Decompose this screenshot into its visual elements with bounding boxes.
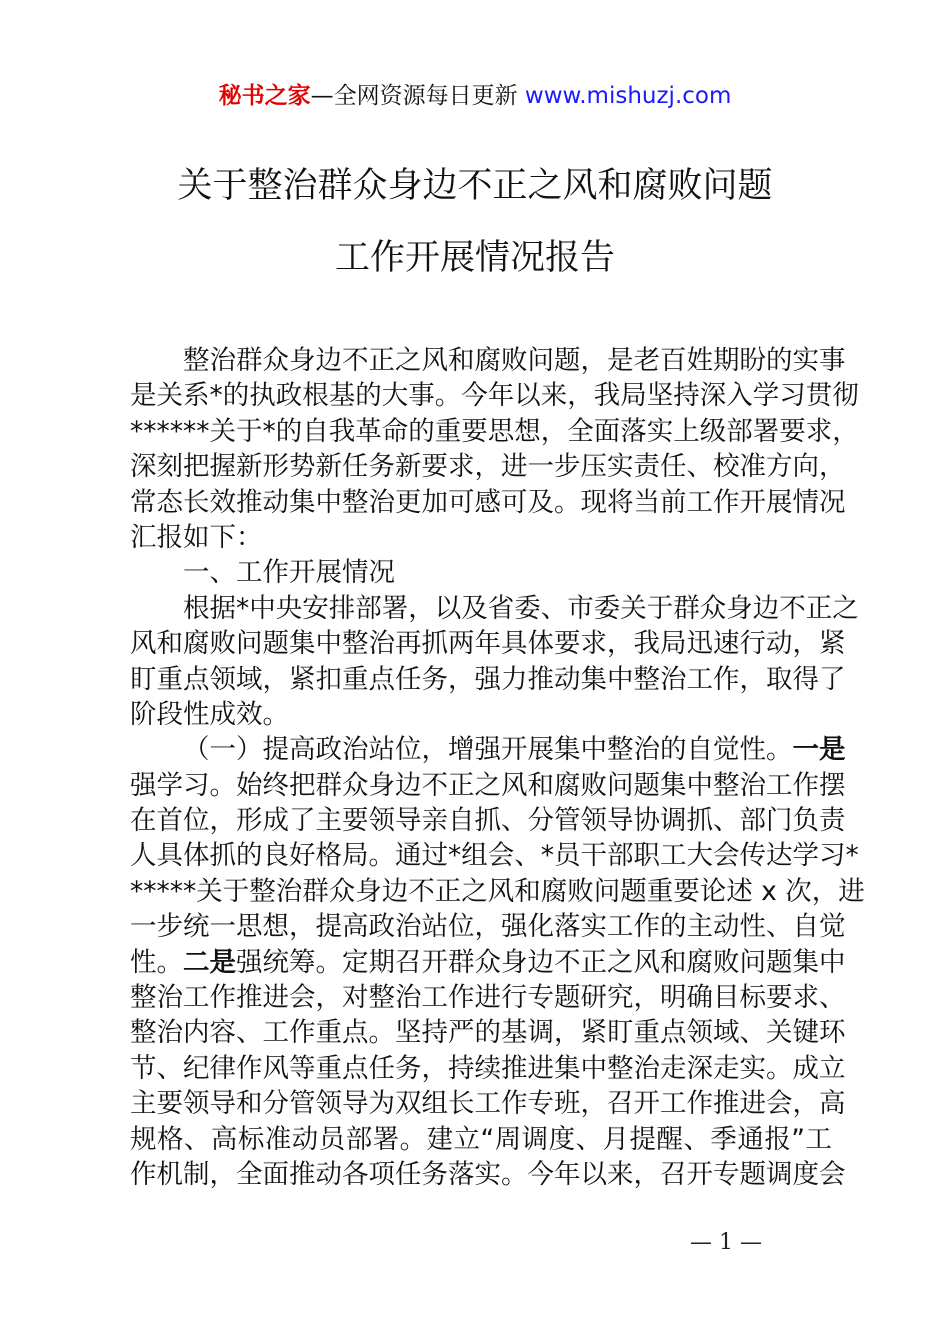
body-line: 强学习。始终把群众身边不正之风和腐败问题集中整治工作摆 (130, 769, 846, 801)
body-line: 阶段性成效。 (130, 698, 289, 730)
text-run: 强统筹。定期召开群众身边不正之风和腐败问题集中 (236, 946, 846, 978)
body-line: 风和腐败问题集中整治再抓两年具体要求，我局迅速行动，紧 (130, 628, 846, 660)
document-title-line-2: 工作开展情况报告 (334, 238, 615, 278)
body-line-mixed (130, 945, 846, 980)
body-line: 主要领导和分管领导为双组长工作专班，召开工作推进会，高 (130, 1088, 846, 1120)
subsection-heading: （一）提高政治站位，增强开展集中整治的自觉性。 (183, 734, 793, 766)
body-line: 整治工作推进会，对整治工作进行专题研究，明确目标要求、 (130, 982, 846, 1014)
body-line: 整治内容、工作重点。坚持严的基调，紧盯重点领域、关键环 (130, 1017, 846, 1049)
body-line: 一步统一思想，提高政治站位，强化落实工作的主动性、自觉 (130, 911, 846, 943)
body-line: 规格、高标准动员部署。建立“周调度、月提醒、季通报”工 (130, 1123, 832, 1155)
body-line: 节、纪律作风等重点任务，持续推进集中整治走深走实。成立 (130, 1052, 846, 1084)
bold-marker: 二是 (183, 946, 236, 978)
site-url-link[interactable]: www.mishuzj.com (524, 83, 732, 109)
site-header (0, 80, 950, 112)
bold-marker: 一是 (792, 734, 846, 766)
header-dash: — (310, 83, 334, 109)
body-line: 作机制，全面推动各项任务落实。今年以来，召开专题调度会 (130, 1158, 846, 1190)
text-run: 性。 (130, 946, 183, 978)
body-line: 在首位，形成了主要领导亲自抓、分管领导协调抓、部门负责 (130, 805, 846, 837)
document-title-line-1: 关于整治群众身边不正之风和腐败问题 (177, 166, 773, 206)
header-slogan: 全网资源每日更新 (333, 83, 525, 109)
body-line: 人具体抓的良好格局。通过*组会、*员干部职工大会传达学习* (130, 840, 859, 872)
body-line: 深刻把握新形势新任务新要求，进一步压实责任、校准方向， (130, 451, 846, 483)
section-heading: 一、工作开展情况 (183, 557, 395, 589)
body-line: 整治群众身边不正之风和腐败问题，是老百姓期盼的实事 (183, 345, 846, 376)
body-line: 根据*中央安排部署，以及省委、市委关于群众身边不正之 (183, 592, 859, 624)
body-line: 是关系*的执政根基的大事。今年以来，我局坚持深入学习贯彻 (130, 380, 859, 412)
body-line: 汇报如下： (130, 521, 263, 553)
subsection-line (130, 732, 846, 767)
body-line: *****关于整治群众身边不正之风和腐败问题重要论述 x 次，进 (130, 875, 865, 907)
body-line: 常态长效推动集中整治更加可感可及。现将当前工作开展情况 (130, 486, 846, 518)
page-number: — 1 — (690, 1230, 762, 1255)
body-line: ******关于*的自我革命的重要思想，全面落实上级部署要求， (130, 415, 859, 447)
document-body (130, 343, 865, 1192)
body-line: 盯重点领域，紧扣重点任务，强力推动集中整治工作，取得了 (130, 663, 846, 695)
brand-name: 秘书之家 (218, 83, 311, 109)
